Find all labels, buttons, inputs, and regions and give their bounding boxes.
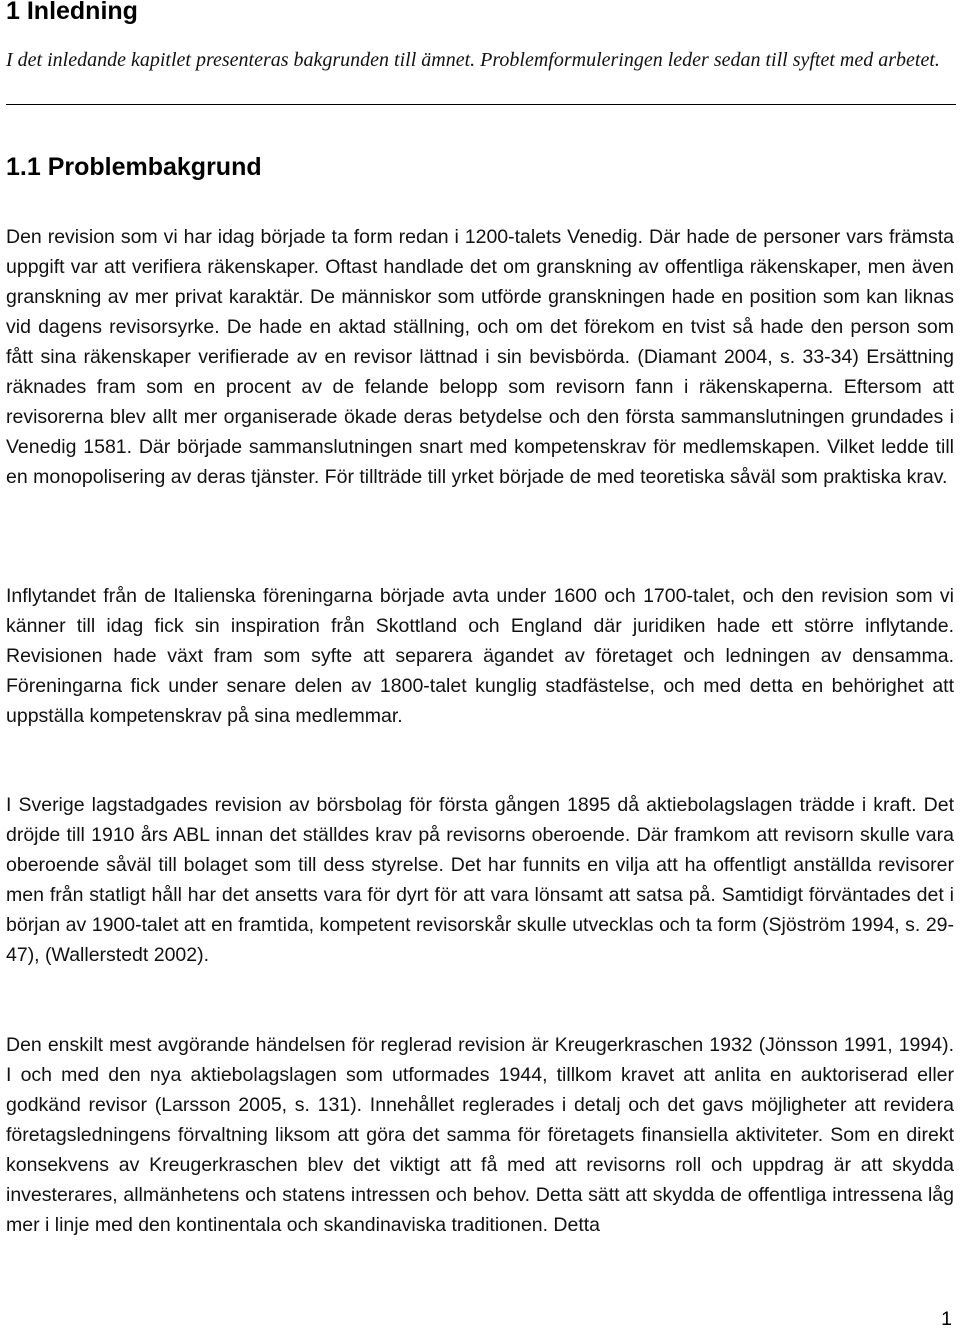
section-heading: 1.1 Problembakgrund bbox=[6, 153, 262, 181]
paragraph-2: Inflytandet från de Italienska föreningarna började avta under 1600 och 1700-talet, och den revision som vi känner till idag fick sin inspiration från Skottland och England där juridiken hade ett större inflytande. Revisionen hade växt fram som syfte att separera ägandet av företaget och ledningen av densamma. Föreningarna fick under senare delen av 1800-talet kunglig stadfästelse, och med detta en behörighet att uppställa kompetenskrav på sina medlemmar. bbox=[6, 585, 954, 727]
paragraph-4: Den enskilt mest avgörande händelsen för reglerad revision är Kreugerkraschen 1932 (Jönsson 1991, 1994). I och med den nya aktiebolagslagen som utformades 1944, tillkom kravet att anlita en auktoriserad eller godkänd revisor (Larsson 2005, s. 131). Innehållet reglerades i detalj och det gavs möjligheter att revidera företagsledningens förvaltning liksom att göra det samma för företagets finansiella aktiviteter. Som en direkt konsekvens av Kreugerkraschen blev det viktigt att få med att revisorns roll och uppdrag är att skydda investerares, allmänhetens och statens intressen och behov. Detta sätt att skydda de offentliga intressena låg mer i linje med den kontinentala och skandinaviska traditionen. Detta bbox=[6, 1034, 954, 1236]
chapter-heading: 1 Inledning bbox=[6, 0, 138, 25]
horizontal-rule bbox=[6, 104, 956, 105]
paragraph-3: I Sverige lagstadgades revision av börsbolag för första gången 1895 då aktiebolagslagen trädde i kraft. Det dröjde till 1910 års ABL innan det ställdes krav på revisorns oberoende. Där framkom att revisorn skulle vara oberoende såväl till bolaget som till dess styrelse. Det har funnits en vilja att ha offentligt anställda revisorer men från statligt håll har det ansetts vara för dyrt för att vara lönsamt att satsa på. Samtidigt förväntades det i början av 1900-talet att en framtida, kompetent revisorskår skulle utvecklas och ta form (Sjöström 1994, s. 29-47), (Wallerstedt 2002). bbox=[6, 794, 954, 966]
chapter-intro: I det inledande kapitlet presenteras bakgrunden till ämnet. Problemformuleringen leder sedan till syftet med arbetet. bbox=[6, 49, 940, 71]
paragraph-1: Den revision som vi har idag började ta form redan i 1200-talets Venedig. Där hade de personer vars främsta uppgift var att verifiera räkenskaper. Oftast handlade det om granskning av offentliga räkenskaper, men även granskning av mer privat karaktär. De människor som utförde granskningen hade en position som kan liknas vid dagens revisorsyrke. De hade en aktad ställning, och om det förekom en tvist så hade den person som fått sina räkenskaper verifierade av en revisor lättnad i sin bevisbörda. (Diamant 2004, s. 33-34) Ersättning räknades fram som en procent av de felande belopp som revisorn fann i räkenskaperna. Eftersom att revisorerna blev allt mer organiserade ökade deras betydelse och den första sammanslutningen grundades i Venedig 1581. Där började sammanslutningen snart med kompetenskrav för medlemskapen. Vilket ledde till en monopolisering av deras tjänster. För tillträde till yrket började de med teoretiska såväl som praktiska krav. bbox=[6, 226, 954, 488]
page-number: 1 bbox=[941, 1308, 952, 1330]
